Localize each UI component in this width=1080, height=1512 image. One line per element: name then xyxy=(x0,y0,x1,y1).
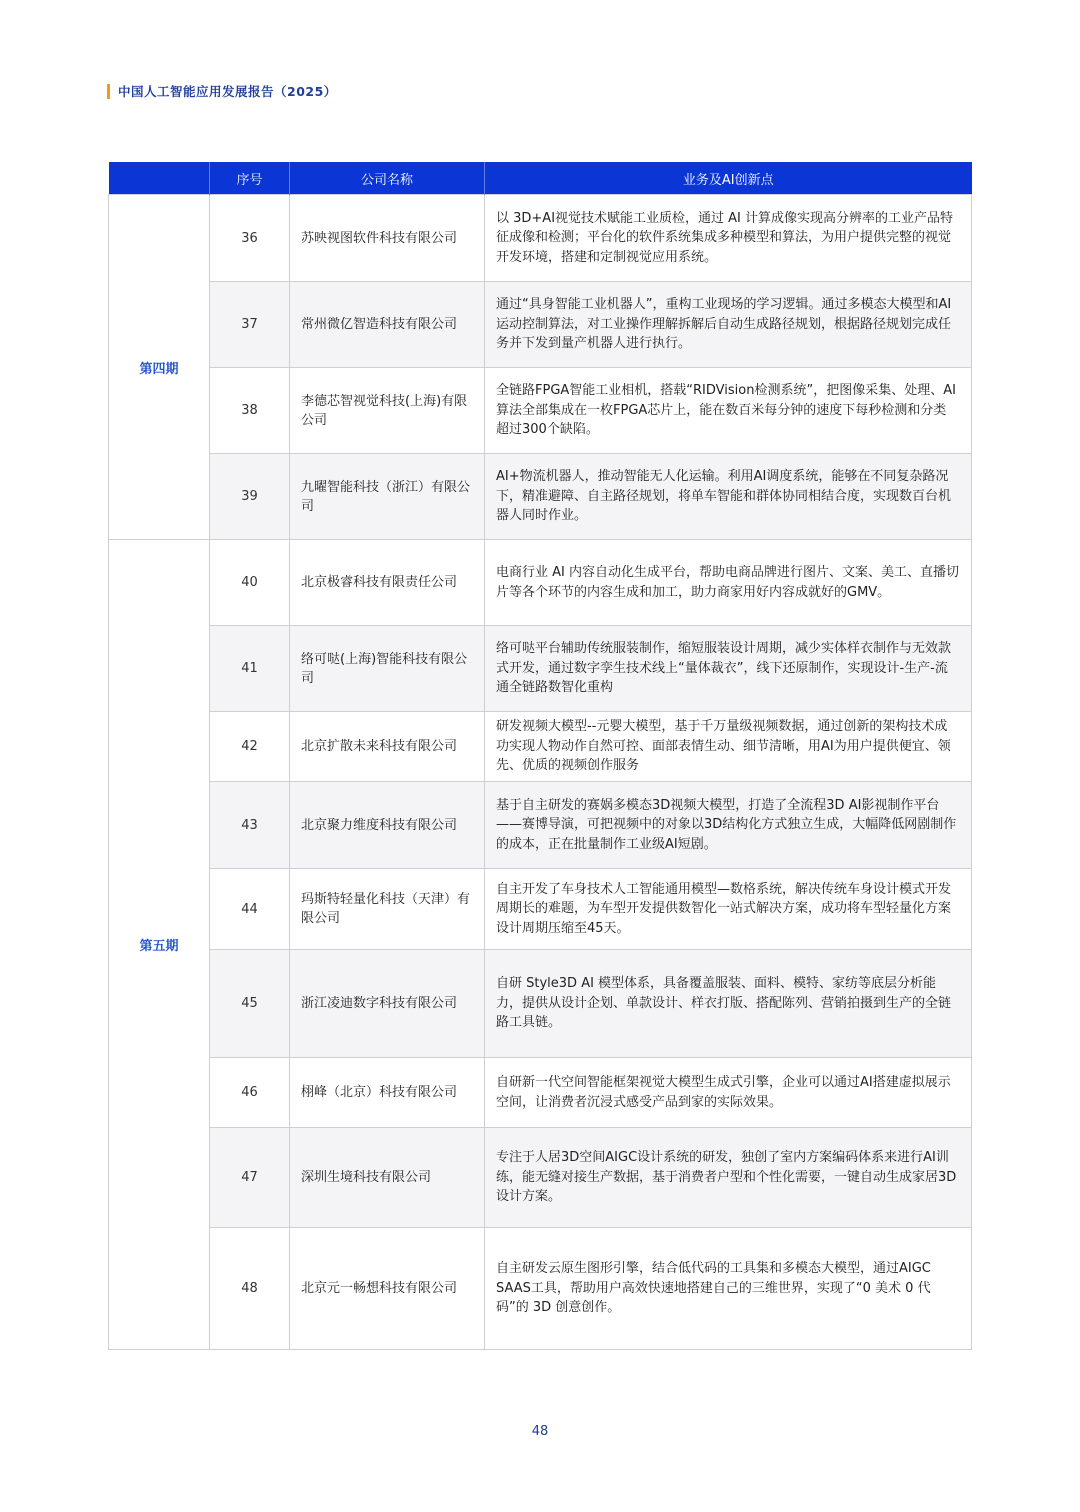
table-row xyxy=(109,950,972,1058)
company-name: 玛斯特轻量化科技（天津）有限公司 xyxy=(290,869,485,950)
innovation-description: 自研 Style3D AI 模型体系，具备覆盖服装、面料、模特、家纺等底层分析能力，提供从设计企划、单款设计、样衣打版、搭配陈列、营销拍摄到生产的全链路工具链。 xyxy=(485,950,972,1058)
innovation-description: 自主研发云原生图形引擎，结合低代码的工具集和多模态大模型，通过AIGC SAAS工具，帮助用户高效快速地搭建自己的三维世界，实现了“0 美术 0 代码”的 3D 创意创作。 xyxy=(485,1228,972,1350)
page-number: 48 xyxy=(531,1424,549,1439)
innovation-description: 专注于人居3D空间AIGC设计系统的研发，独创了室内方案编码体系来进行AI训练，能无缝对接生产数据，基于消费者户型和个性化需要，一键自动生成家居3D设计方案。 xyxy=(485,1128,972,1228)
row-number: 42 xyxy=(210,712,290,782)
innovation-description: 自主开发了车身技术人工智能通用模型—数格系统，解决传统车身设计模式开发周期长的难题，为车型开发提供数智化一站式解决方案，成功将车型轻量化方案设计周期压缩至45天。 xyxy=(485,869,972,950)
company-name: 九曜智能科技（浙江）有限公司 xyxy=(290,454,485,540)
table-row xyxy=(109,195,972,282)
period-cell: 第四期 xyxy=(109,195,210,540)
company-name: 北京扩散未来科技有限公司 xyxy=(290,712,485,782)
innovation-description: 通过“具身智能工业机器人”，重构工业现场的学习逻辑。通过多模态大模型和AI运动控制算法，对工业操作理解拆解后自动生成路径规划，根据路径规划完成任务并下发到量产机器人进行执行。 xyxy=(485,282,972,368)
table-row xyxy=(109,1058,972,1128)
company-name: 李德芯智视觉科技(上海)有限公司 xyxy=(290,368,485,454)
company-name: 北京极睿科技有限责任公司 xyxy=(290,540,485,626)
innovation-description: 络可哒平台辅助传统服装制作，缩短服装设计周期，减少实体样衣制作与无效款式开发，通过数字孪生技术线上“量体裁衣”，线下还原制作，实现设计-生产-流通全链路数智化重构 xyxy=(485,626,972,712)
company-name: 北京聚力维度科技有限公司 xyxy=(290,782,485,869)
column-header-innovation: 业务及AI创新点 xyxy=(485,162,972,195)
header-accent-bar xyxy=(107,84,110,99)
row-number: 38 xyxy=(210,368,290,454)
innovation-description: 全链路FPGA智能工业相机，搭载“RIDVision检测系统”，把图像采集、处理、AI算法全部集成在一枚FPGA芯片上，能在数百米每分钟的速度下每秒检测和分类超过300个缺陷。 xyxy=(485,368,972,454)
row-number: 47 xyxy=(210,1128,290,1228)
table-row xyxy=(109,1128,972,1228)
period-cell: 第五期 xyxy=(109,540,210,1350)
company-name: 浙江凌迪数字科技有限公司 xyxy=(290,950,485,1058)
innovation-description: 电商行业 AI 内容自动化生成平台，帮助电商品牌进行图片、文案、美工、直播切片等各个环节的内容生成和加工，助力商家用好内容成就好的GMV。 xyxy=(485,540,972,626)
company-name: 深圳生境科技有限公司 xyxy=(290,1128,485,1228)
row-number: 45 xyxy=(210,950,290,1058)
table-header-row xyxy=(109,162,972,195)
row-number: 39 xyxy=(210,454,290,540)
table-row xyxy=(109,540,972,626)
table-row xyxy=(109,282,972,368)
innovation-description: 自研新一代空间智能框架视觉大模型生成式引擎，企业可以通过AI搭建虚拟展示空间，让消费者沉浸式感受产品到家的实际效果。 xyxy=(485,1058,972,1128)
column-header-number: 序号 xyxy=(210,162,290,195)
innovation-description: AI+物流机器人，推动智能无人化运输。利用AI调度系统，能够在不同复杂路况下，精准避障、自主路径规划，将单车智能和群体协同相结合度，实现数百台机器人同时作业。 xyxy=(485,454,972,540)
column-header-period xyxy=(109,162,210,195)
row-number: 46 xyxy=(210,1058,290,1128)
table-row xyxy=(109,626,972,712)
innovation-description: 研发视频大模型--元婴大模型，基于千万量级视频数据，通过创新的架构技术成功实现人物动作自然可控、面部表情生动、细节清晰，用AI为用户提供便宜、领先、优质的视频创作服务 xyxy=(485,712,972,782)
row-number: 44 xyxy=(210,869,290,950)
table-row xyxy=(109,782,972,869)
innovation-description: 基于自主研发的赛娲多模态3D视频大模型，打造了全流程3D AI影视制作平台——赛博导演，可把视频中的对象以3D结构化方式独立生成，大幅降低网剧制作的成本，正在批量制作工业级AI短剧。 xyxy=(485,782,972,869)
table-row xyxy=(109,1228,972,1350)
company-table xyxy=(108,162,972,1350)
company-name: 络可哒(上海)智能科技有限公司 xyxy=(290,626,485,712)
table-row xyxy=(109,454,972,540)
company-name: 北京元一畅想科技有限公司 xyxy=(290,1228,485,1350)
row-number: 41 xyxy=(210,626,290,712)
innovation-description: 以 3D+AI视觉技术赋能工业质检，通过 AI 计算成像实现高分辨率的工业产品特征成像和检测；平台化的软件系统集成多种模型和算法，为用户提供完整的视觉开发环境，搭建和定制视觉应用系统。 xyxy=(485,195,972,282)
report-header xyxy=(107,82,337,100)
row-number: 36 xyxy=(210,195,290,282)
row-number: 37 xyxy=(210,282,290,368)
company-name: 苏映视图软件科技有限公司 xyxy=(290,195,485,282)
row-number: 48 xyxy=(210,1228,290,1350)
table-row xyxy=(109,712,972,782)
row-number: 43 xyxy=(210,782,290,869)
company-name: 常州微亿智造科技有限公司 xyxy=(290,282,485,368)
table-row xyxy=(109,368,972,454)
report-title: 中国人工智能应用发展报告（2025） xyxy=(118,84,337,99)
column-header-company: 公司名称 xyxy=(290,162,485,195)
company-name: 栩峰（北京）科技有限公司 xyxy=(290,1058,485,1128)
table-row xyxy=(109,869,972,950)
row-number: 40 xyxy=(210,540,290,626)
